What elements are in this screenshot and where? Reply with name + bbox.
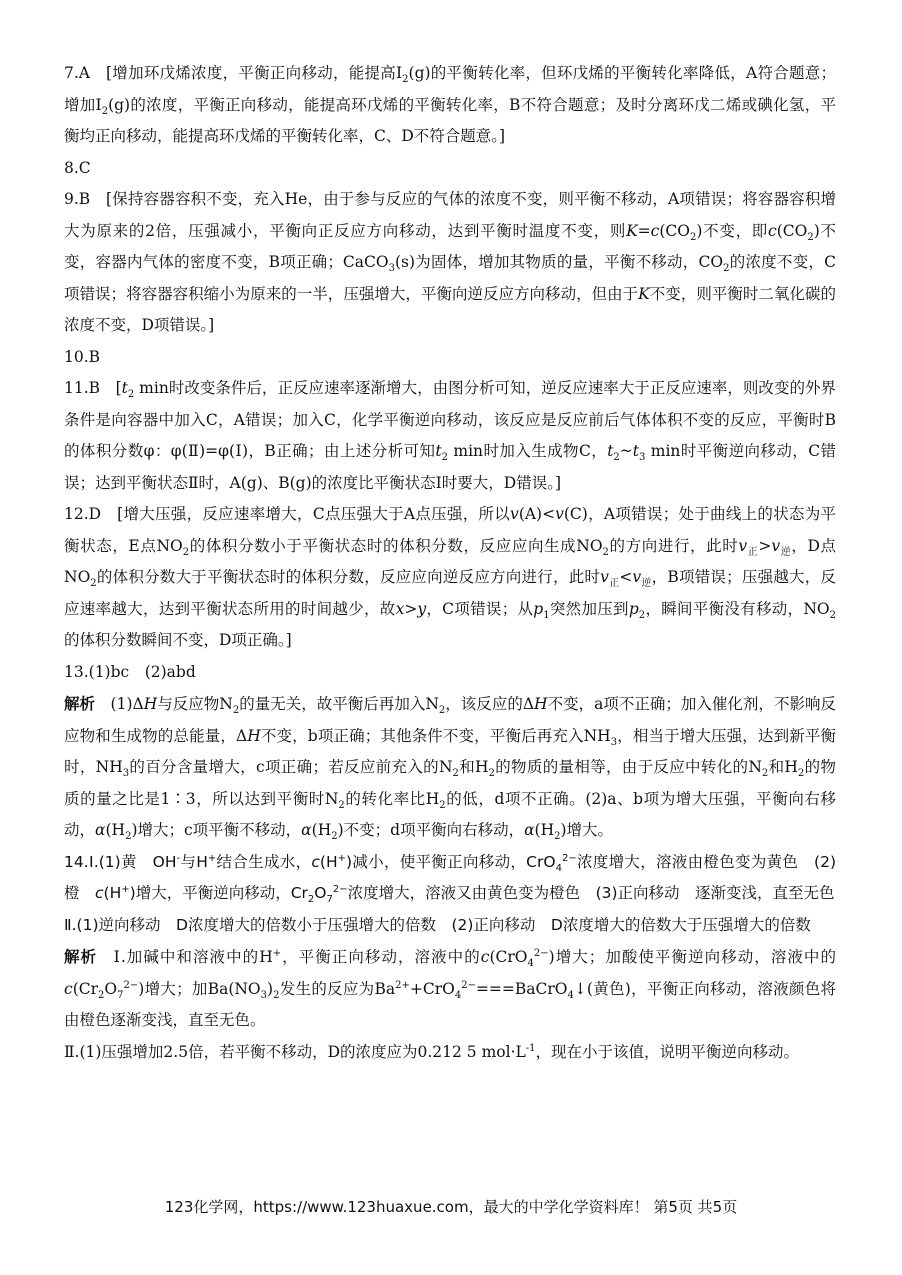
paragraph-2: 8.C bbox=[64, 158, 91, 177]
paragraph-7: 13.(1)bc (2)abd bbox=[64, 662, 196, 681]
page-footer: 123化学网，https://www.123huaxue.com，最大的中学化学资料库！ 第5页 共5页 bbox=[164, 1198, 738, 1216]
paragraph-8: 解析 (1)ΔH与反应物$N_2$的量无关，故平衡后再加入$N_2$，该反应的ΔH不变，a项不正确；加入催化剂，不影响反应物和生成物的总能量，ΔH不变，b项正确；其他条件不变，平衡后再充入$NH_3$，相当于增大压强，达到新平衡时，$NH_3$的百分含量增大，c项正确；若反应前充入的$N_2$和$H_2$的物质的量相等，由于反应中转化的$N_2$和$H_2$的物质的量之比是1∶3，所以达到平衡时$N_2$的转化率比$H_2$的低，d项不正确。(2)a、b项为增大压强，平衡向右移动，$\alpha(H_2)$增大；c项平衡不移动，$\alpha(H_2)$不变；d项平衡向右移动，$\alpha(H_2)$增大。 bbox=[64, 694, 836, 843]
paragraph-10: Ⅱ.(1)逆向移动 D浓度增大的倍数小于压强增大的倍数 (2)正向移动 D浓度增大的倍数大于压强增大的倍数 bbox=[64, 915, 811, 934]
paragraph-5: 11.B [$t_2$ min时改变条件后，正反应速率逐渐增大，由图分析可知，逆反应速率大于正反应速率，则改变的外界条件是向容器中加入C，A错误；加入C，化学平衡逆向移动，该反应是反应前后气体体积不变的反应，平衡时B的体积分数φ：φ(Ⅱ)=φ(Ⅰ)，B正确；由上述分析可知$t_2$ min时加入生成物C，$t_2\sim t_3$ min时平衡逆向移动，C错误；达到平衡状态Ⅱ时，A(g)、B(g)的浓度比平衡状态Ⅰ时要大，D错误。] bbox=[64, 379, 836, 492]
paragraph-6: 12.D [增大压强，反应速率增大，C点压强大于A点压强，所以v(A)<v(C)，A项错误；处于曲线上的状态为平衡状态，E点$NO_2$的体积分数小于平衡状态时的体积分数，反应应向生成$NO_2$的方向进行，此时$v_正>v_逆$，D点$NO_2$的体积分数大于平衡状态时的体积分数，反应应向逆反应方向进行，此时$v_正<v_逆$，B项错误；压强越大，反应速率越大，达到平衡状态所用的时间越少，故x>y，C项错误；从$p_1$突然加压到$p_2$，瞬间平衡没有移动，$NO_2$的体积分数瞬间不变，D项正确。] bbox=[64, 505, 837, 649]
paragraph-1: 7.A [增加环戊烯浓度，平衡正向移动，能提高$I_2(g)$的平衡转化率，但环戊烯的平衡转化率降低，A符合题意；增加$I_2(g)$的浓度，平衡正向移动，能提高环戊烯的平衡转化率，B不符合题意；及时分离环戊二烯或碘化氢，平衡均正向移动，能提高环戊烯的平衡转化率，C、D不符合题意。] bbox=[64, 64, 837, 145]
paragraph-12: Ⅱ.(1)压强增加2.5倍，若平衡不移动，D的浓度应为0.212 5 $mol\cdot L^{-1}$，现在小于该值，说明平衡逆向移动。 bbox=[64, 1042, 800, 1061]
paragraph-11: 解析 Ⅰ.加碱中和溶液中的H+，平衡正向移动，溶液中的c(CrO$_4^{2-}$)增大；加酸使平衡逆向移动，溶液中的$c(Cr_2O_7^{2-})$增大；加$Ba(NO_3)_2$发生的反应为$Ba^{2+}+CrO_4^{2-}===BaCrO_4↓$(黄色)，平衡正向移动，溶液颜色将由橙色逐渐变浅，直至无色。 bbox=[64, 947, 837, 1029]
answer-content bbox=[64, 58, 836, 1068]
paragraph-9: 14.Ⅰ.(1)黄 OH-与H+结合生成水，c(H+)减小，使平衡正向移动，CrO$_4^{2-}$浓度增大，溶液由橙色变为黄色 (2)橙 c(H+)增大，平衡逆向移动，$Cr_2O_7^{2-}$浓度增大，溶液又由黄色变为橙色 (3)正向移动 逐渐变浅，直至无色 bbox=[64, 852, 836, 906]
paragraph-3: 9.B [保持容器容积不变，充入He，由于参与反应的气体的浓度不变，则平衡不移动，A项错误；将容器容积增大为原来的2倍，压强减小，平衡向正反应方向移动，达到平衡时温度不变，则$K=c(CO_2)$不变，即$c(CO_2)$不变，容器内气体的密度不变，B项正确；CaCO$_3$(s)为固体，增加其物质的量，平衡不移动，$CO_2$的浓度不变，C项错误；将容器容积缩小为原来的一半，压强增大，平衡向逆反应方向移动，但由于K不变，则平衡时二氧化碳的浓度不变，D项错误。] bbox=[64, 190, 836, 334]
paragraph-4: 10.B bbox=[64, 347, 101, 366]
